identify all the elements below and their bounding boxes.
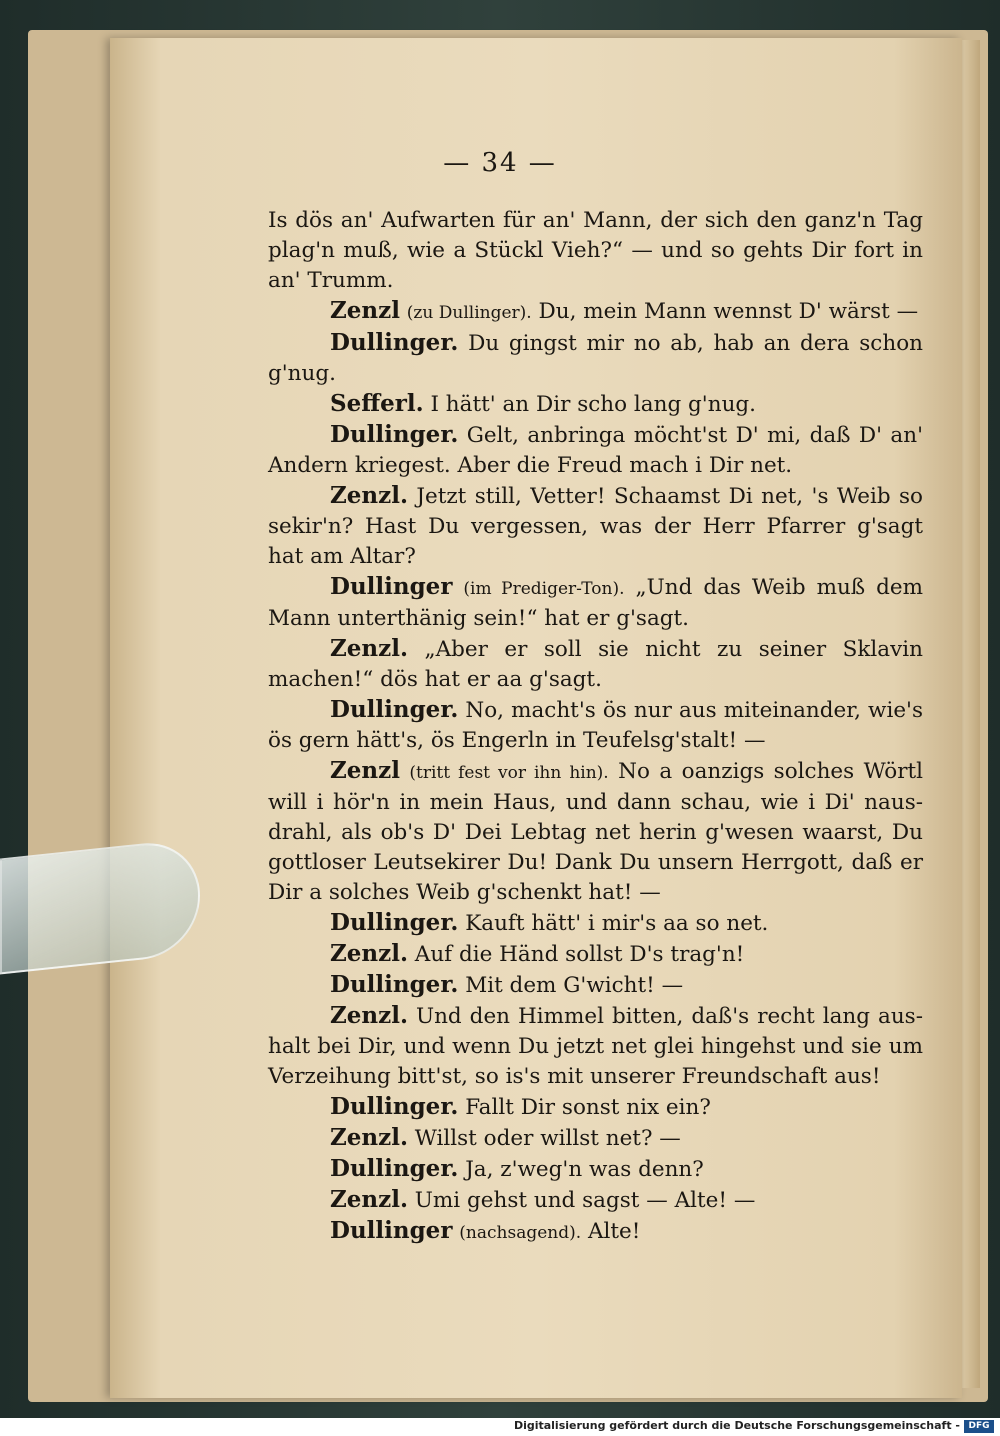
text-paragraph [268,939,923,970]
text-paragraph [268,695,923,756]
speaker-name: Zenzl [330,297,400,324]
speaker-name: Zenzl. [330,940,408,967]
text-paragraph [268,634,923,695]
dialogue-text: Kauft hätt' i mir's aa so net. [465,911,769,936]
stage-direction: (tritt fest vor ihn hin). [409,763,609,783]
text-paragraph [268,1216,923,1248]
dialogue-text: Mit dem G'wicht! — [465,973,684,998]
page-text [268,206,923,1248]
dialogue-text: Du gingst mir no ab, hab an dera schon g'nug. [268,331,923,386]
page-number: — 34 — [443,148,557,178]
dialogue-text: I hätt' an Dir scho lang g'nug. [430,392,757,417]
speaker-name: Dullinger. [330,421,459,448]
speaker-name: Sefferl. [330,390,424,417]
funding-note: Digitalisierung gefördert durch die Deutsche Forschungsgemeinschaft - [513,1419,960,1432]
speaker-name: Dullinger. [330,1155,459,1182]
speaker-name: Dullinger [330,1217,453,1244]
speaker-name: Dullinger. [330,971,459,998]
speaker-name: Zenzl. [330,1124,408,1151]
stage-direction: (zu Dullinger). [406,303,532,323]
dialogue-text: Is dös an' Aufwarten für an' Mann, der sich den ganz'n Tag plag'n muß, wie a Stückl Vieh?“ — und so gehts Dir fort in an' Trumm. [268,208,923,293]
speaker-name: Zenzl. [330,635,408,662]
speaker-name: Dullinger. [330,909,459,936]
stage-direction: (nachsagend). [459,1223,582,1243]
text-paragraph [268,1001,923,1092]
speaker-name: Dullinger. [330,696,459,723]
dialogue-text: No a oanzigs solches Wörtl will i hör'n in mein Haus, und dann schau, wie i Di' nausdrahl, als ob's D' Dei Lebtag net herin g'wesen waarst, Du gottloser Leutsekirer Du! Dank Du unsern Herrgott, daß er Dir a solches Weib g'schenkt hat! — [268,759,923,905]
dialogue-text: Du, mein Mann wennst D' wärst — [538,299,919,324]
text-paragraph [268,481,923,572]
stage-direction: (im Prediger-Ton). [463,579,625,599]
dialogue-text: Auf die Händ sollst D's trag'n! [414,942,745,967]
dialogue-text: Fallt Dir sonst nix ein? [465,1095,711,1120]
dialogue-text: Gelt, anbringa möcht'st D' mi, daß D' an' Andern kriegest. Aber die Freud mach i Dir net. [268,423,924,478]
speaker-name: Zenzl. [330,482,408,509]
speaker-name: Dullinger [330,573,453,600]
speaker-name: Zenzl. [330,1186,408,1213]
dialogue-text: Und den Himmel bitten, daß's recht lang aushalt bei Dir, und wenn Du jetzt net glei hingehst und sie um Verzeihung bitt'st, so is's mit unserer Freundschaft aus! [268,1004,923,1089]
text-paragraph [268,1092,923,1123]
speaker-name: Dullinger. [330,1093,459,1120]
dialogue-text: Ja, z'weg'n was denn? [465,1157,704,1182]
dialogue-text: „Aber er soll sie nicht zu seiner Sklavin machen!“ dös hat er aa g'sagt. [268,637,923,692]
dfg-logo: DFG [964,1420,994,1433]
text-paragraph [268,1185,923,1216]
text-paragraph [268,756,923,908]
text-paragraph [268,389,923,420]
dialogue-text: No, macht's ös nur aus miteinander, wie's ös gern hätt's, ös Engerln in Teufelsg'stalt! — [268,698,923,753]
dialogue-text: Jetzt still, Vetter! Schaamst Di net, 's Weib so sekir'n? Hast Du vergessen, was der Herr Pfarrer g'sagt hat am Altar? [268,484,923,569]
speaker-name: Zenzl [330,757,400,784]
footer-bar [0,1418,1000,1436]
text-paragraph [268,908,923,939]
text-paragraph [268,328,923,389]
dialogue-text: Alte! [587,1219,641,1244]
text-paragraph [268,206,923,296]
dialogue-text: Umi gehst und sagst — Alte! — [414,1188,756,1213]
speaker-name: Dullinger. [330,329,459,356]
text-paragraph [268,1123,923,1154]
text-paragraph [268,1154,923,1185]
text-paragraph [268,296,923,328]
dialogue-text: Willst oder willst net? — [414,1126,681,1151]
text-paragraph [268,572,923,634]
text-paragraph [268,970,923,1001]
text-paragraph [268,420,923,481]
speaker-name: Zenzl. [330,1002,408,1029]
dialogue-text: „Und das Weib muß dem Mann unterthänig sein!“ hat er g'sagt. [268,575,924,631]
